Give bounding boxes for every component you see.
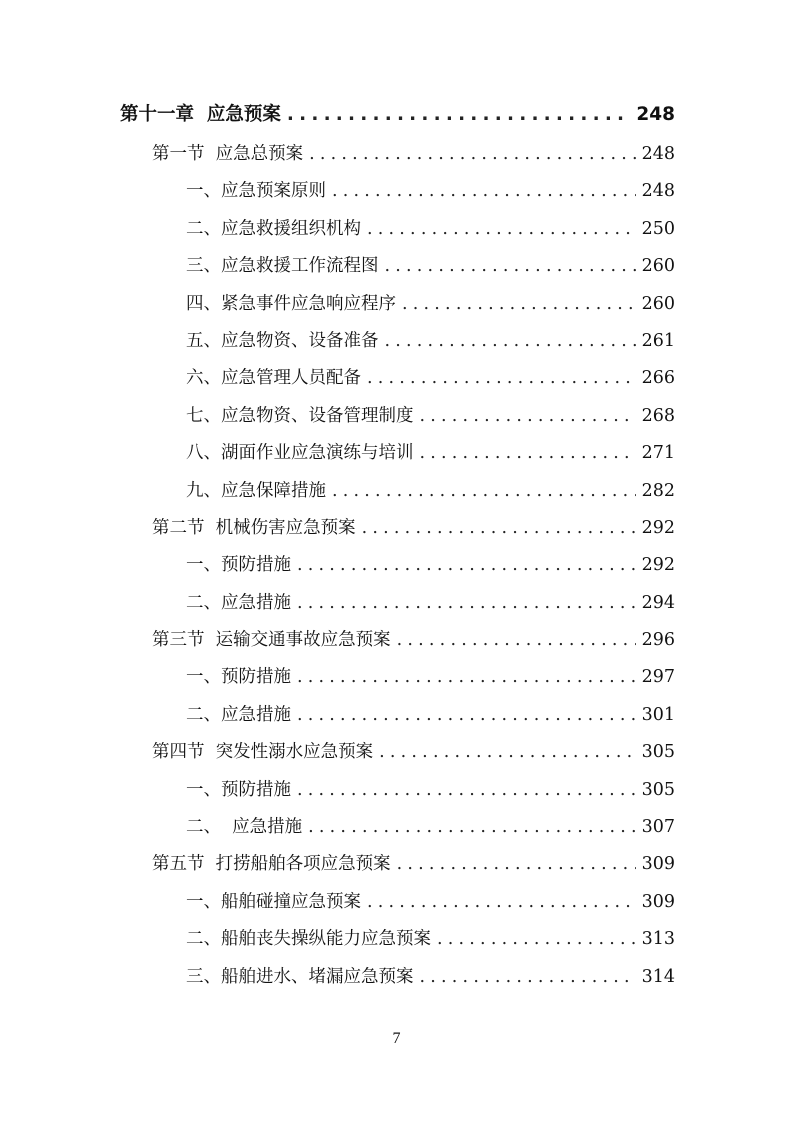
toc-entry-page: 271 — [641, 443, 675, 464]
toc-leader-dots — [332, 481, 636, 501]
toc-section[interactable] — [120, 738, 675, 775]
toc-entry-title: 一、预防措施 — [186, 779, 291, 800]
toc-subsection[interactable] — [120, 589, 675, 626]
toc-entry-title: 第一节 应急总预案 — [152, 144, 304, 164]
toc-subsection[interactable] — [120, 776, 675, 813]
toc-chapter[interactable] — [120, 100, 675, 140]
toc-leader-dots — [308, 817, 635, 837]
toc-subsection[interactable] — [120, 327, 675, 364]
toc-subsection[interactable] — [120, 477, 675, 514]
toc-entry-page: 305 — [641, 742, 675, 763]
toc-section[interactable] — [120, 514, 675, 551]
toc-entry-page: 248 — [641, 181, 675, 202]
toc-entry-page: 292 — [641, 517, 675, 538]
toc-subsection[interactable] — [120, 925, 675, 962]
toc-leader-dots — [297, 705, 636, 725]
toc-leader-dots — [297, 780, 636, 800]
toc-leader-dots — [397, 854, 636, 874]
toc-leader-dots — [397, 630, 636, 650]
toc-entry-title: 二、应急措施 — [186, 592, 291, 613]
toc-entry-title: 二、应急措施 — [186, 704, 291, 725]
toc-leader-dots — [367, 892, 636, 912]
toc-entry-title: 二、 应急措施 — [186, 817, 303, 838]
toc-entry-page: 294 — [641, 592, 675, 613]
toc-entry-title: 二、船舶丧失操纵能力应急预案 — [186, 929, 431, 950]
toc-entry-page: 307 — [641, 817, 675, 838]
toc-subsection[interactable] — [120, 402, 675, 439]
toc-entry-page: 305 — [641, 779, 675, 800]
toc-subsection[interactable] — [120, 252, 675, 289]
toc-entry-page: 314 — [641, 966, 675, 987]
toc-entry-page: 248 — [636, 104, 675, 125]
toc-entry-page: 309 — [641, 891, 675, 912]
toc-entry-page: 268 — [641, 405, 675, 426]
toc-leader-dots — [297, 555, 636, 575]
toc-entry-title: 二、应急救援组织机构 — [186, 218, 361, 239]
toc-entry-page: 260 — [641, 256, 675, 277]
toc-entry-title: 一、预防措施 — [186, 667, 291, 688]
toc-entry-page: 296 — [641, 630, 675, 651]
toc-entry-page: 260 — [641, 293, 675, 314]
toc-leader-dots — [297, 667, 636, 687]
toc-subsection[interactable] — [120, 701, 675, 738]
toc-entry-title: 一、预防措施 — [186, 555, 291, 576]
toc-entry-page: 266 — [641, 368, 675, 389]
toc-subsection[interactable] — [120, 963, 675, 1000]
toc-entry-page: 297 — [641, 667, 675, 688]
toc-leader-dots — [420, 406, 636, 426]
toc-section[interactable] — [120, 140, 675, 177]
toc-entry-page: 282 — [641, 480, 675, 501]
page-number: 7 — [392, 1030, 401, 1047]
toc-leader-dots — [287, 104, 630, 125]
toc-entry-title: 三、船舶进水、堵漏应急预案 — [186, 966, 414, 987]
toc-entry-title: 七、应急物资、设备管理制度 — [186, 405, 414, 426]
toc-leader-dots — [362, 518, 636, 538]
toc-leader-dots — [420, 443, 636, 463]
toc-subsection[interactable] — [120, 663, 675, 700]
toc-subsection[interactable] — [120, 888, 675, 925]
toc-subsection[interactable] — [120, 439, 675, 476]
toc-entry-title: 四、紧急事件应急响应程序 — [186, 293, 396, 314]
toc-entry-title: 八、湖面作业应急演练与培训 — [186, 443, 414, 464]
toc-entry-title: 第二节 机械伤害应急预案 — [152, 517, 356, 538]
toc-entry-page: 250 — [641, 218, 675, 239]
toc-entry-title: 一、应急预案原则 — [186, 181, 326, 202]
toc-entry-page: 292 — [641, 555, 675, 576]
toc-subsection[interactable] — [120, 813, 675, 850]
toc-subsection[interactable] — [120, 177, 675, 214]
toc-entry-title: 五、应急物资、设备准备 — [186, 330, 379, 351]
toc-leader-dots — [367, 219, 636, 239]
toc-leader-dots — [332, 181, 636, 201]
toc-leader-dots — [379, 742, 635, 762]
toc-entry-page: 301 — [641, 704, 675, 725]
toc-leader-dots — [420, 967, 636, 987]
toc-leader-dots — [402, 294, 636, 314]
toc-subsection[interactable] — [120, 215, 675, 252]
toc-leader-dots — [437, 929, 636, 949]
toc-section[interactable] — [120, 850, 675, 887]
toc-entry-page: 313 — [641, 929, 675, 950]
table-of-contents — [120, 100, 675, 1000]
toc-leader-dots — [385, 256, 636, 276]
toc-entry-title: 第五节 打捞船舶各项应急预案 — [152, 854, 391, 875]
toc-subsection[interactable] — [120, 290, 675, 327]
toc-subsection[interactable] — [120, 364, 675, 401]
toc-leader-dots — [367, 368, 636, 388]
toc-entry-page: 248 — [641, 144, 675, 164]
toc-entry-page: 309 — [641, 854, 675, 875]
toc-entry-title: 第四节 突发性溺水应急预案 — [152, 742, 374, 763]
toc-subsection[interactable] — [120, 551, 675, 588]
toc-entry-title: 九、应急保障措施 — [186, 480, 326, 501]
toc-entry-title: 第十一章 应急预案 — [120, 104, 281, 125]
toc-leader-dots — [297, 593, 636, 613]
toc-entry-title: 第三节 运输交通事故应急预案 — [152, 630, 391, 651]
toc-leader-dots — [309, 144, 635, 164]
toc-section[interactable] — [120, 626, 675, 663]
toc-entry-page: 261 — [641, 330, 675, 351]
toc-entry-title: 六、应急管理人员配备 — [186, 368, 361, 389]
toc-leader-dots — [385, 331, 636, 351]
toc-entry-title: 一、船舶碰撞应急预案 — [186, 891, 361, 912]
toc-entry-title: 三、应急救援工作流程图 — [186, 256, 379, 277]
